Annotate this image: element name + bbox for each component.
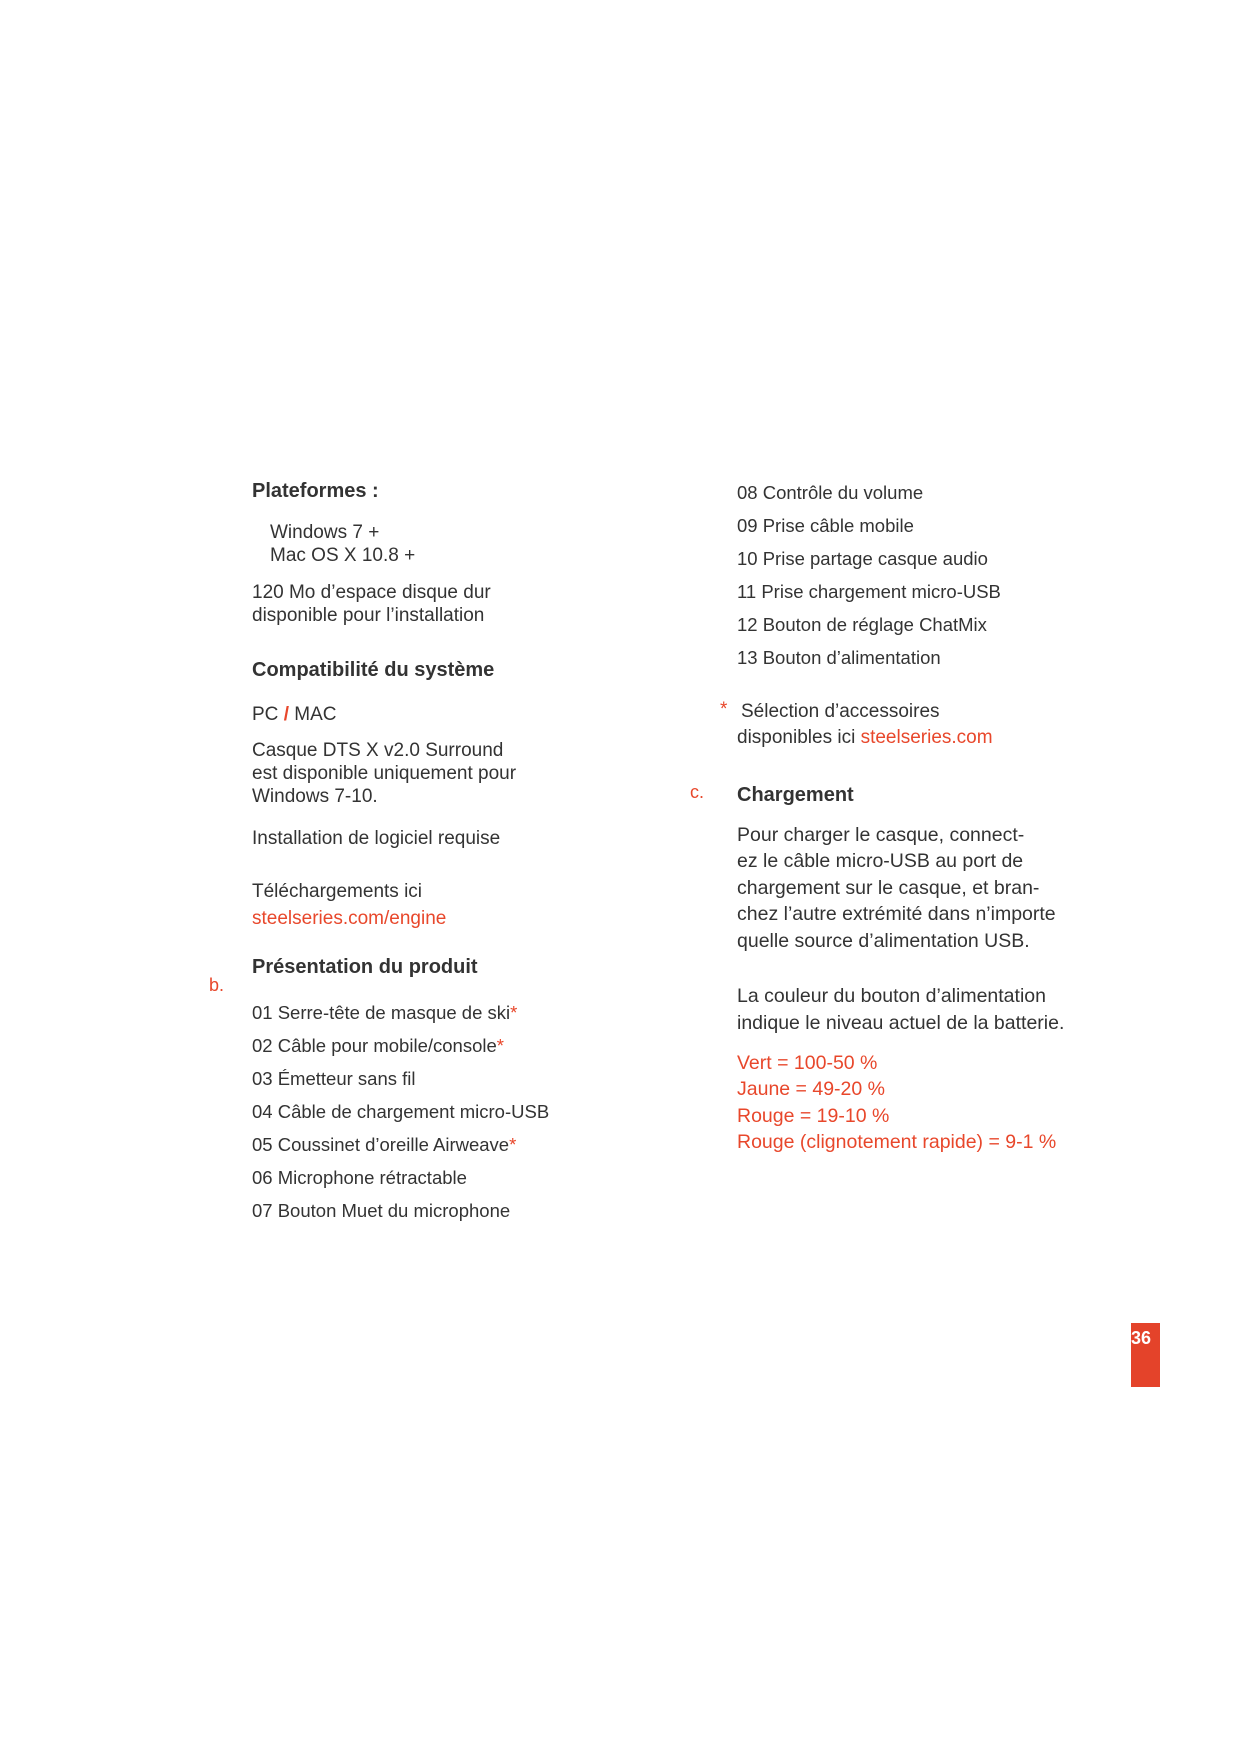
disk-line-1: 120 Mo d’espace disque dur — [252, 582, 491, 603]
pc-mac-line — [252, 703, 336, 726]
accessory-line-2: disponibles ici steelseries.com — [737, 727, 993, 748]
product-item: 07 Bouton Muet du microphone — [252, 1200, 511, 1221]
part-item: 08 Contrôle du volume — [737, 482, 924, 503]
part-item: 11 Prise chargement micro-USB — [737, 581, 1001, 602]
charging-para-line: quelle source d’alimentation USB. — [737, 930, 1030, 952]
dts-line-2: est disponible uniquement pour — [252, 763, 517, 784]
product-item: 04 Câble de chargement micro-USB — [252, 1101, 550, 1122]
battery-level-yellow: Jaune = 49-20 % — [737, 1078, 885, 1100]
part-item: 13 Bouton d’alimentation — [737, 647, 941, 668]
charging-heading: Chargement — [737, 784, 854, 806]
engine-link[interactable]: steelseries.com/engine — [252, 908, 447, 929]
section-label-b: b. — [209, 975, 225, 995]
part-item: 10 Prise partage casque audio — [737, 548, 988, 569]
software-required: Installation de logiciel requise — [252, 828, 501, 849]
battery-level-green: Vert = 100-50 % — [737, 1052, 878, 1074]
part-item: 09 Prise câble mobile — [737, 515, 914, 536]
product-item: 03 Émetteur sans fil — [252, 1068, 416, 1089]
charging-para-line: Pour charger le casque, connect- — [737, 824, 1025, 846]
compat-heading: Compatibilité du système — [252, 659, 495, 681]
os-mac: Mac OS X 10.8 + — [270, 545, 416, 566]
accessory-asterisk: * — [720, 699, 728, 720]
accessory-line-1: Sélection d’accessoires — [741, 701, 940, 722]
section-label-c: c. — [690, 782, 705, 802]
product-heading: Présentation du produit — [252, 956, 478, 978]
dts-line-1: Casque DTS X v2.0 Surround — [252, 740, 504, 761]
steelseries-link[interactable]: steelseries.com — [860, 727, 993, 748]
product-item: 06 Microphone rétractable — [252, 1167, 467, 1188]
slash-separator: / — [283, 704, 289, 725]
platforms-heading: Plateformes : — [252, 480, 379, 502]
downloads-text: Téléchargements ici — [252, 881, 423, 902]
battery-level-red: Rouge = 19-10 % — [737, 1105, 890, 1127]
product-item: 05 Coussinet d’oreille Airweave* — [252, 1134, 517, 1155]
charging-para-line: chez l’autre extrémité dans n’importe — [737, 903, 1056, 925]
page-number: 36 — [1131, 1328, 1152, 1348]
charging-para-line: ez le câble micro-USB au port de — [737, 850, 1024, 872]
charging-para-line: chargement sur le casque, et bran- — [737, 877, 1040, 899]
part-item: 12 Bouton de réglage ChatMix — [737, 614, 987, 635]
battery-para-line: La couleur du bouton d’alimentation — [737, 985, 1046, 1007]
battery-para-line: indique le niveau actuel de la batterie. — [737, 1012, 1065, 1034]
disk-line-2: disponible pour l’installation — [252, 605, 485, 626]
mac-label: MAC — [294, 704, 337, 725]
os-windows: Windows 7 + — [270, 522, 380, 543]
dts-line-3: Windows 7-10. — [252, 786, 378, 807]
battery-level-red-blinking: Rouge (clignotement rapide) = 9-1 % — [737, 1131, 1057, 1153]
pc-label: PC — [252, 704, 279, 725]
product-item: 01 Serre-tête de masque de ski* — [252, 1002, 518, 1023]
product-item: 02 Câble pour mobile/console* — [252, 1035, 504, 1056]
